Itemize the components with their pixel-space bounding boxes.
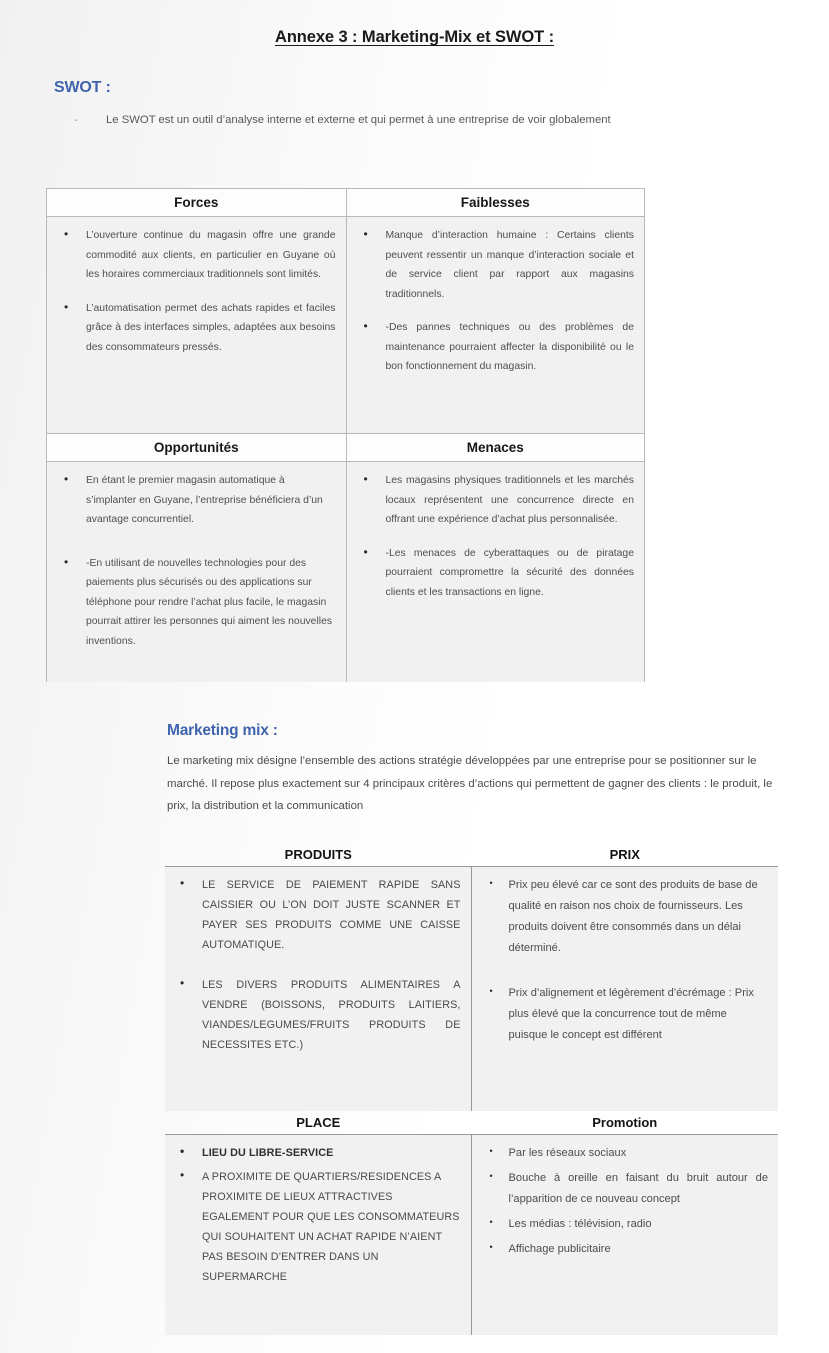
swot-header-opportunites: Opportunités [47, 434, 346, 462]
list-item: • Manque d’interaction humaine : Certains clients peuvent ressentir un manque d’interaction sociale et de service client par rapport aux magasins traditionnels. [355, 226, 635, 304]
list-item: • Prix d’alignement et légèrement d’écrémage : Prix plus élevé que la concurrence tout de même puisque le concept est différent [478, 983, 769, 1046]
list-item: • L’ouverture continue du magasin offre une grande commodité aux clients, en particulier en Guyane où les horaires commerciaux traditionnels sont limités. [55, 226, 336, 285]
produits-list [171, 875, 461, 1055]
mm-body-row-2 [165, 1134, 778, 1335]
swot-body-row-2 [47, 462, 644, 682]
list-item: • -En utilisant de nouvelles technologies pour des paiements plus sécurisés ou des applications sur téléphone pour rendre l’achat plus facile, le magasin pourrait attirer les personnes qui aiment les nouvelles inventions. [55, 554, 336, 652]
prix-list [478, 875, 769, 1046]
opportunites-list [55, 471, 336, 651]
mm-cell-place [165, 1134, 472, 1335]
swot-intro-paragraph [74, 109, 649, 132]
list-item: • Les médias : télévision, radio [478, 1214, 769, 1235]
swot-table [46, 188, 645, 682]
marketing-mix-intro: Le marketing mix désigne l’ensemble des actions stratégie développées par une entreprise pour se positionner sur le marché. Il repose plus exactement sur 4 principaux critères d’actions qui permettent de gagner des clients : le produit, le prix, la distribution et la communication [167, 755, 773, 812]
mm-body-row-1 [165, 866, 778, 1111]
promotion-list [478, 1143, 769, 1260]
swot-header-row-1 [47, 189, 644, 217]
swot-header-faiblesses: Faiblesses [346, 189, 645, 217]
swot-body-row-1 [47, 217, 644, 434]
marketing-mix-heading: Marketing mix : [167, 722, 278, 739]
list-item: • En étant le premier magasin automatique à s’implanter en Guyane, l’entreprise bénéficiera d’un avantage concurrentiel. [55, 471, 336, 530]
list-item: • -Les menaces de cyberattaques ou de piratage pourraient compromettre la sécurité des données clients et les transactions en ligne. [355, 544, 635, 603]
dash-bullet-icon: - [74, 115, 78, 126]
mm-header-place: PLACE [296, 1115, 341, 1130]
swot-cell-opportunites [47, 462, 346, 682]
swot-cell-faiblesses [346, 217, 645, 434]
marketing-mix-table [165, 843, 778, 1335]
swot-header-menaces: Menaces [346, 434, 645, 462]
forces-list [55, 226, 336, 357]
menaces-list [355, 471, 635, 602]
list-item: • Les magasins physiques traditionnels et les marchés locaux représentent une concurrence directe en offrant une expérience d’achat plus personnalisée. [355, 471, 635, 530]
mm-cell-produits [165, 866, 472, 1111]
mm-header-row-1 [165, 843, 778, 866]
swot-cell-menaces [346, 462, 645, 682]
swot-intro-text: Le SWOT est un outil d’analyse interne et externe et qui permet à une entreprise de voir globalement [106, 114, 611, 126]
list-item: • Prix peu élevé car ce sont des produits de base de qualité en raison nos choix de fournisseurs. Les produits doivent être consommés dans un délai déterminé. [478, 875, 769, 959]
list-item: • Bouche à oreille en faisant du bruit autour de l’apparition de ce nouveau concept [478, 1168, 769, 1210]
faiblesses-list [355, 226, 635, 377]
list-item: • LE SERVICE DE PAIEMENT RAPIDE SANS CAISSIER OU L’ON DOIT JUSTE SCANNER ET PAYER SES PRODUITS COMME UNE CAISSE AUTOMATIQUE. [171, 875, 461, 955]
page-title [0, 28, 829, 47]
mm-header-prix: PRIX [609, 847, 640, 862]
list-item: • Par les réseaux sociaux [478, 1143, 769, 1164]
swot-header-forces: Forces [47, 189, 346, 217]
list-item: • Affichage publicitaire [478, 1239, 769, 1260]
mm-header-row-2 [165, 1111, 778, 1134]
place-list [171, 1143, 461, 1287]
list-item: • A PROXIMITE DE QUARTIERS/RESIDENCES A PROXIMITE DE LIEUX ATTRACTIVES EGALEMENT POUR QUE LES CONSOMMATEURS QUI SOUHAITENT UN ACHAT RAPIDE N’AIENT PAS BESOIN D’ENTRER DANS UN SUPERMARCHE [171, 1167, 461, 1287]
list-item: • LES DIVERS PRODUITS ALIMENTAIRES A VENDRE (BOISSONS, PRODUITS LAITIERS, VIANDES/LEGUMES/FRUITS PRODUITS DE NECESSITES ETC.) [171, 975, 461, 1055]
mm-header-produits: PRODUITS [284, 847, 352, 862]
list-item: • L’automatisation permet des achats rapides et faciles grâce à des interfaces simples, adaptées aux besoins des consommateurs pressés. [55, 299, 336, 358]
page-title-text: Annexe 3 : Marketing-Mix et SWOT : [275, 28, 554, 46]
swot-heading: SWOT : [54, 79, 111, 96]
swot-header-row-2 [47, 434, 644, 462]
mm-cell-promotion [472, 1134, 779, 1335]
swot-cell-forces [47, 217, 346, 434]
list-item: • LIEU DU LIBRE-SERVICE [171, 1143, 461, 1163]
mm-header-promotion: Promotion [592, 1115, 658, 1130]
mm-cell-prix [472, 866, 779, 1111]
list-item: • -Des pannes techniques ou des problèmes de maintenance pourraient affecter la disponibilité ou le bon fonctionnement du magasin. [355, 318, 635, 377]
